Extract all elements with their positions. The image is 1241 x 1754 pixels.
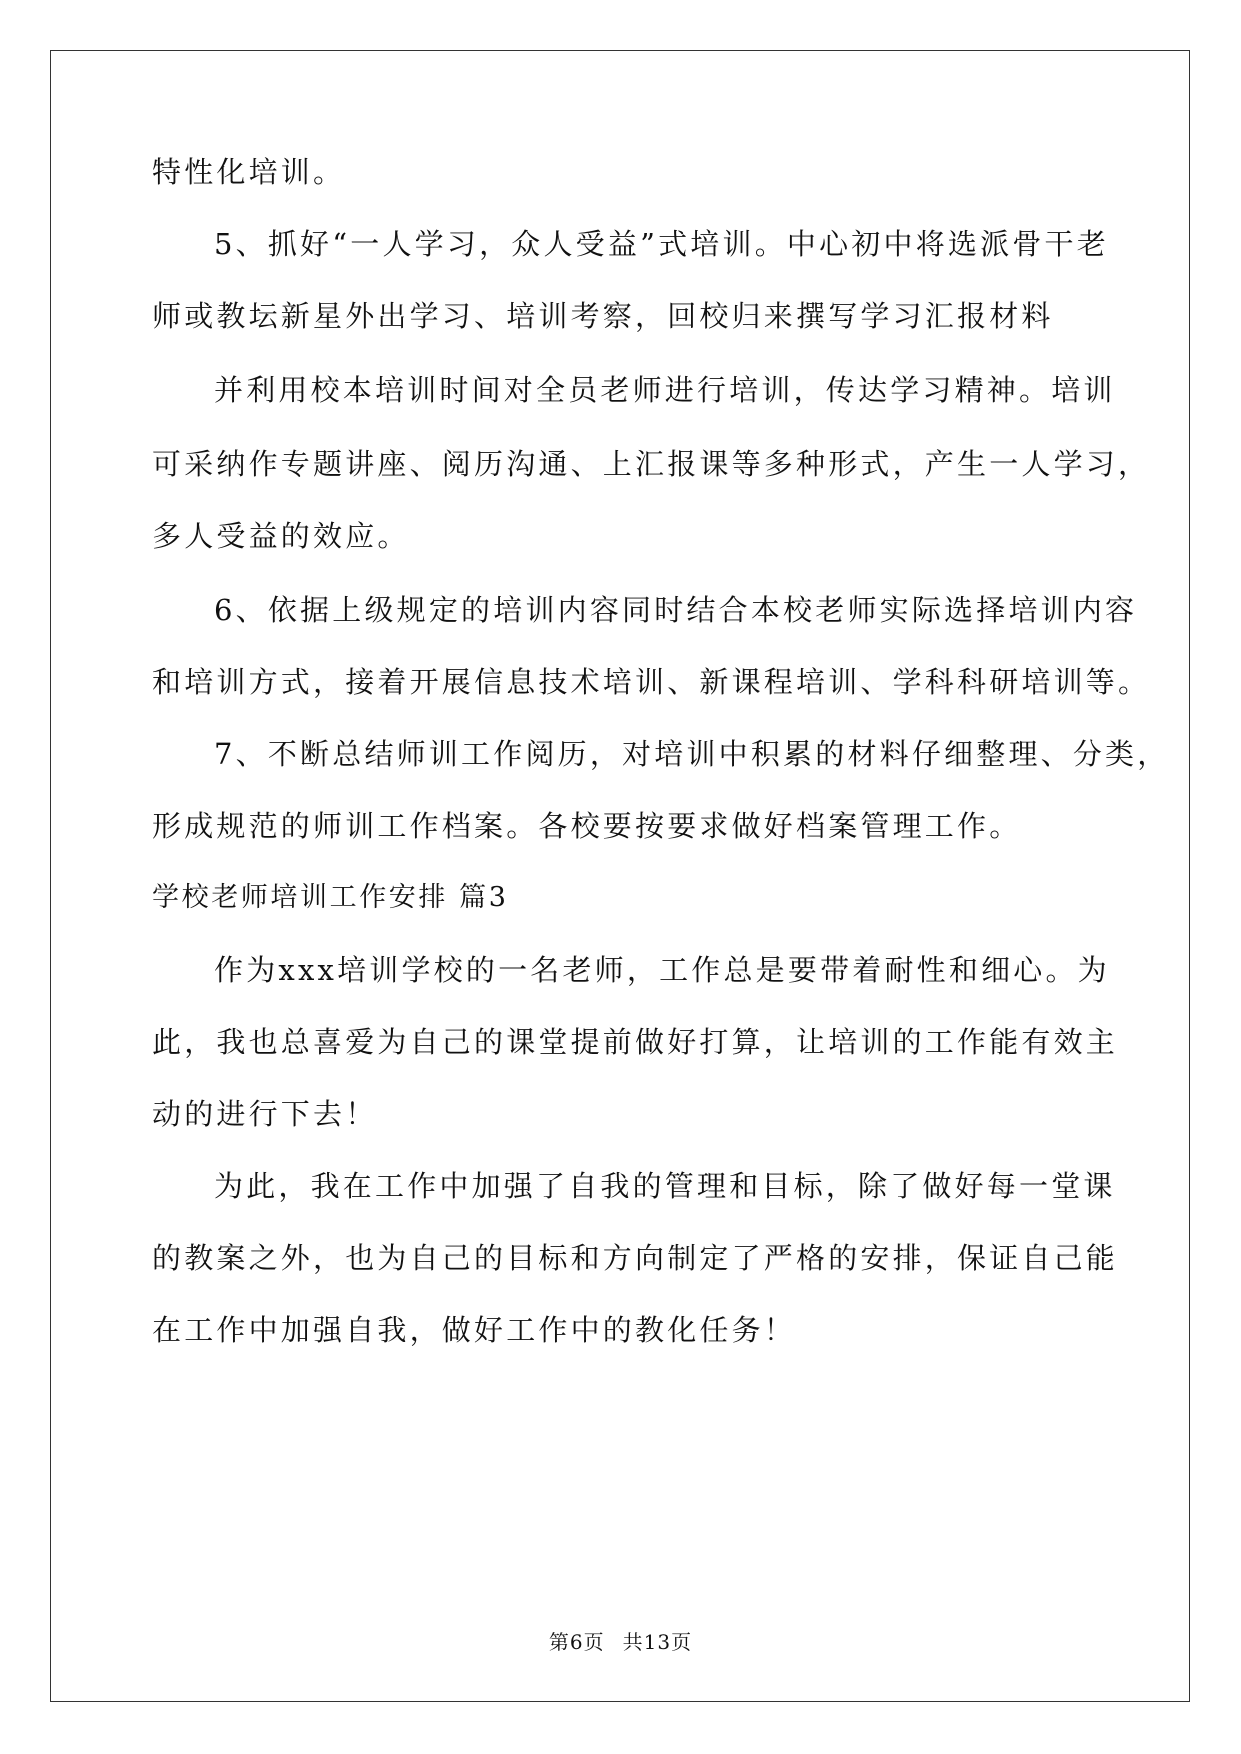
text-line-16: 的教案之外，也为自己的目标和方向制定了严格的安排，保证自己能 — [152, 1241, 1119, 1275]
text-line-8: 和培训方式，接着开展信息技术培训、新课程培训、学科科研培训等。 — [152, 665, 1151, 699]
text-line-12: 作为xxx培训学校的一名老师，工作总是要带着耐性和细心。为 — [214, 953, 1110, 987]
text-line-17: 在工作中加强自我，做好工作中的教化任务！ — [152, 1313, 797, 1347]
text-line-3: 师或教坛新星外出学习、培训考察，回校归来撰写学习汇报材料 — [152, 299, 1054, 333]
text-line-1: 特性化培训。 — [152, 155, 346, 189]
page-footer — [0, 1628, 1241, 1656]
page-total: 共13页 — [622, 1630, 693, 1654]
text-line-10: 形成规范的师训工作档案。各校要按要求做好档案管理工作。 — [152, 809, 1022, 843]
text-line-7: 6、依据上级规定的培训内容同时结合本校老师实际选择培训内容 — [214, 593, 1138, 627]
text-line-5: 可采纳作专题讲座、阅历沟通、上汇报课等多种形式，产生一人学习， — [152, 447, 1151, 481]
text-line-15: 为此，我在工作中加强了自我的管理和目标，除了做好每一堂课 — [214, 1169, 1116, 1203]
text-line-13: 此，我也总喜爱为自己的课堂提前做好打算，让培训的工作能有效主 — [152, 1025, 1119, 1059]
text-line-9: 7、不断总结师训工作阅历，对培训中积累的材料仔细整理、分类， — [214, 737, 1170, 771]
text-line-2: 5、抓好“一人学习，众人受益”式培训。中心初中将选派骨干老 — [214, 227, 1109, 261]
text-line-14: 动的进行下去！ — [152, 1097, 378, 1131]
text-line-6: 多人受益的效应。 — [152, 519, 410, 553]
page-number: 第6页 — [548, 1630, 605, 1654]
text-line-4: 并利用校本培训时间对全员老师进行培训，传达学习精神。培训 — [214, 373, 1116, 407]
section-heading: 学校老师培训工作安排 篇3 — [152, 882, 509, 913]
